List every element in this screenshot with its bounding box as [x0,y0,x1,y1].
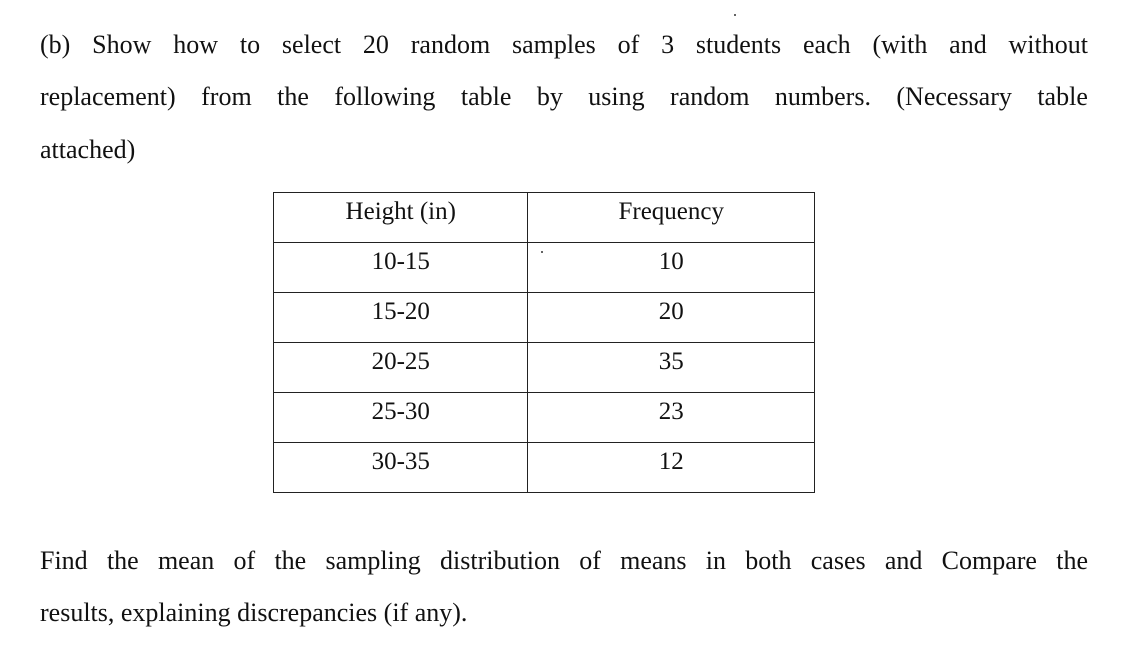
frequency-cell: 10 [528,243,815,293]
scan-speck [541,251,543,253]
word: students [695,30,782,59]
scan-speck [734,14,736,16]
column-header-frequency: Frequency [528,193,815,243]
word: 3 [661,30,675,59]
word: following [334,82,436,111]
question-line-3: attached) [40,135,136,164]
table-header-row [274,193,815,243]
word: using [588,82,645,111]
height-cell: 20-25 [274,343,528,393]
height-cell: 10-15 [274,243,528,293]
frequency-table [273,192,815,493]
word: select [281,30,342,59]
word: by [536,82,563,111]
word: both [745,546,792,575]
frequency-cell: 12 [528,443,815,493]
word: means [620,546,687,575]
word: of [617,30,640,59]
word: (Necessary [896,82,1012,111]
frequency-cell: 20 [528,293,815,343]
word: Find [40,546,88,575]
word: the [1056,546,1088,575]
height-cell: 30-35 [274,443,528,493]
frequency-cell: 35 [528,343,815,393]
word: (with [872,30,928,59]
word: random [670,82,750,111]
word: in [705,546,727,575]
word: of [579,546,601,575]
word: how [173,30,219,59]
table-row [274,243,815,293]
followup-line-1 [40,546,1088,576]
word: sampling [325,546,421,575]
word: to [239,30,261,59]
question-line-2 [40,82,1088,112]
table-row [274,293,815,343]
word: samples [512,30,596,59]
word: table [460,82,512,111]
word: table [1037,82,1088,111]
column-header-height: Height (in) [274,193,528,243]
word: replacement) [40,82,176,111]
word: without [1008,30,1088,59]
word: the [106,546,139,575]
word: numbers. [774,82,871,111]
question-line-1 [40,30,1088,60]
word: Compare [941,546,1037,575]
word: and [884,546,923,575]
word: (b) [40,30,71,59]
word: the [277,82,309,111]
word: the [274,546,307,575]
height-cell: 15-20 [274,293,528,343]
word: each [802,30,851,59]
table-row [274,443,815,493]
word: mean [157,546,215,575]
word: 20 [362,30,389,59]
table-row [274,393,815,443]
followup-line-2: results, explaining discrepancies (if any). [40,598,468,627]
word: and [949,30,987,59]
word: distribution [440,546,560,575]
word: of [233,546,256,575]
word: from [201,82,252,111]
height-cell: 25-30 [274,393,528,443]
frequency-cell: 23 [528,393,815,443]
word: cases [810,546,866,575]
word: Show [92,30,152,59]
word: random [410,30,491,59]
table-row [274,343,815,393]
